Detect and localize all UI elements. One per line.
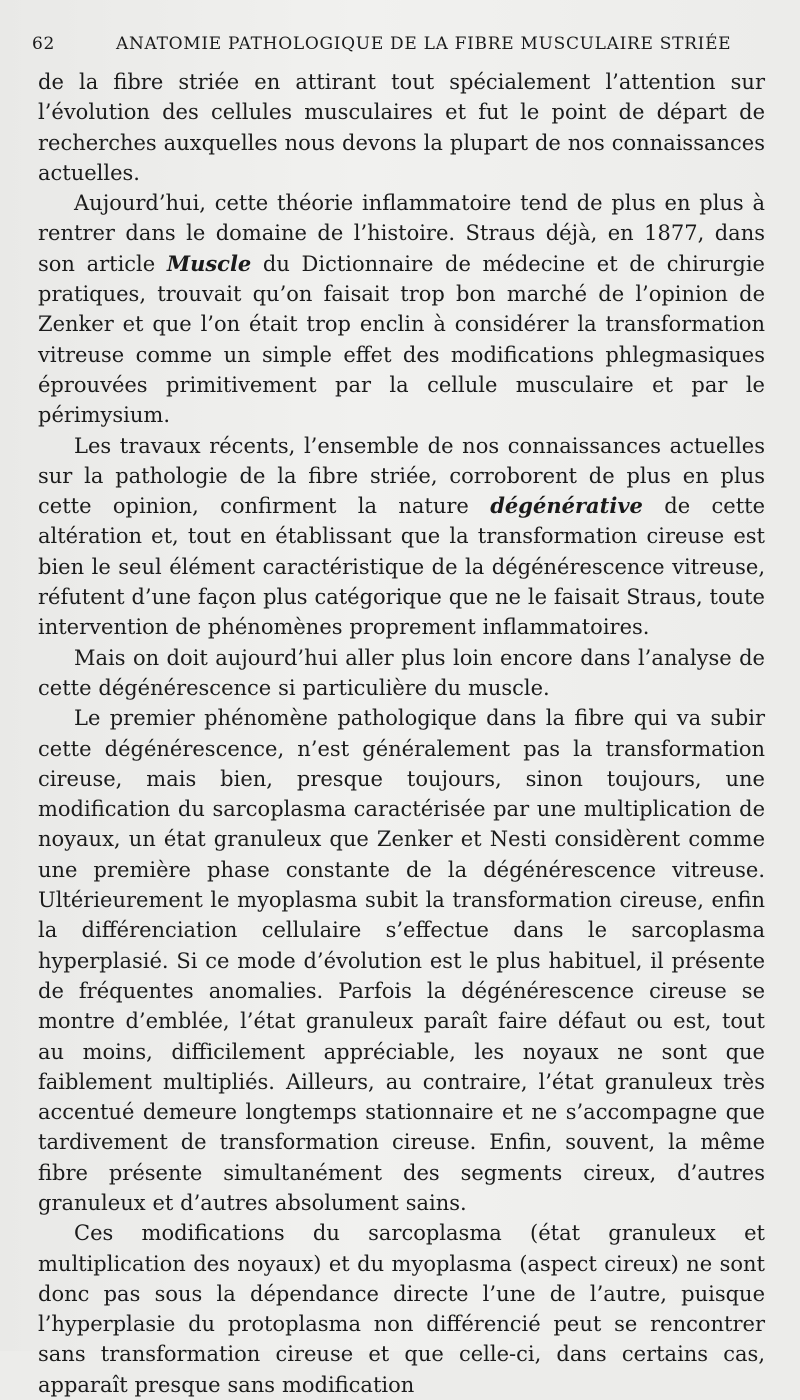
paragraph-text: Aujourd’hui, cette théorie inflammatoire tend de plus en plus à rentrer dans le domaine de l’histoire. Straus déjà, en 1877, dans son article — [38, 191, 765, 276]
paragraph-pathological-phenomenon: Le premier phénomène pathologique dans la fibre qui va subir cette dégénérescence, n’est généralement pas la transformation cireuse, mais bien, presque toujours, sinon toujours, une modification du sarcoplasma caractérisée par une multiplication de noyaux, un état granuleux que Zenker et Nesti considèrent comme une première phase constante de la dégénérescence vitreuse. Ultérieurement le myoplasma subit la transformation cireuse, enfin la différenciation cellulaire s’effectue dans le sarcoplasma hyperplasié. Si ce mode d’évolution est le plus habituel, il présente de fréquentes anomalies. Parfois la dégénérescence cireuse se montre d’emblée, l’état granuleux paraît faire défaut ou est, tout au moins, difficilement appréciable, les noyaux ne sont que faiblement multipliés. Ailleurs, au contraire, l’état granuleux très accentué demeure longtemps stationnaire et ne s’accompagne que tardivement de transformation cireuse. Enfin, souvent, la même fibre présente simultanément des segments cireux, d’autres granuleux et d’autres absolument sains. — [38, 706, 765, 1215]
paragraph-text: de cette altération et, tout en établissant que la transformation cireuse est bien le seul élément caractéristique de la dégénérescence vitreuse, réfutent d’une façon plus catégorique que ne le faisait Straus, toute intervention de phénomènes proprement inflammatoires. — [38, 494, 766, 640]
paragraph-inflammatory-theory — [38, 188, 765, 430]
emphasized-term: Muscle — [166, 250, 252, 276]
page-number: 62 — [32, 34, 56, 54]
running-header — [32, 30, 772, 58]
body-text — [38, 67, 765, 1400]
running-title: ANATOMIE PATHOLOGIQUE DE LA FIBRE MUSCULAIRE STRIÉE — [116, 34, 732, 54]
paragraph-text: du Dictionnaire de médecine et de chirurgie pratiques, trouvait qu’on faisait trop bon marché de l’opinion de Zenker et que l’on était trop enclin à considérer la transformation vitreuse comme un simple effet des modifications phlegmasiques éprouvées primitivement par la cellule musculaire et par le périmysium. — [38, 251, 765, 428]
paragraph-sarcoplasma-modifications: Ces modifications du sarcoplasma (état granuleux et multiplication des noyaux) et du myoplasma (aspect cireux) ne sont donc pas sous la dépendance directe l’une de l’autre, puisque l’hyperplasie du protoplasma non différencié peut se rencontrer sans transformation cireuse et que celle-ci, dans certains cas, apparaît presque sans modification — [38, 1221, 765, 1397]
paragraph-further-analysis: Mais on doit aujourd’hui aller plus loin encore dans l’analyse de cette dégénérescence si particulière du muscle. — [38, 645, 765, 700]
paragraph-continuation: de la fibre striée en attirant tout spécialement l’attention sur l’évolution des cellules musculaires et fut le point de départ de recherches auxquelles nous devons la plupart de nos connaissances actuelles. — [38, 70, 765, 185]
paragraph-recent-work — [38, 431, 765, 643]
emphasized-term: dégénérative — [490, 493, 643, 519]
paragraph-text: Les travaux récents, l’ensemble de nos connaissances actuelles sur la pathologie de la fibre striée, corroborent de plus en plus cette opinion, confirment la nature — [38, 433, 765, 519]
